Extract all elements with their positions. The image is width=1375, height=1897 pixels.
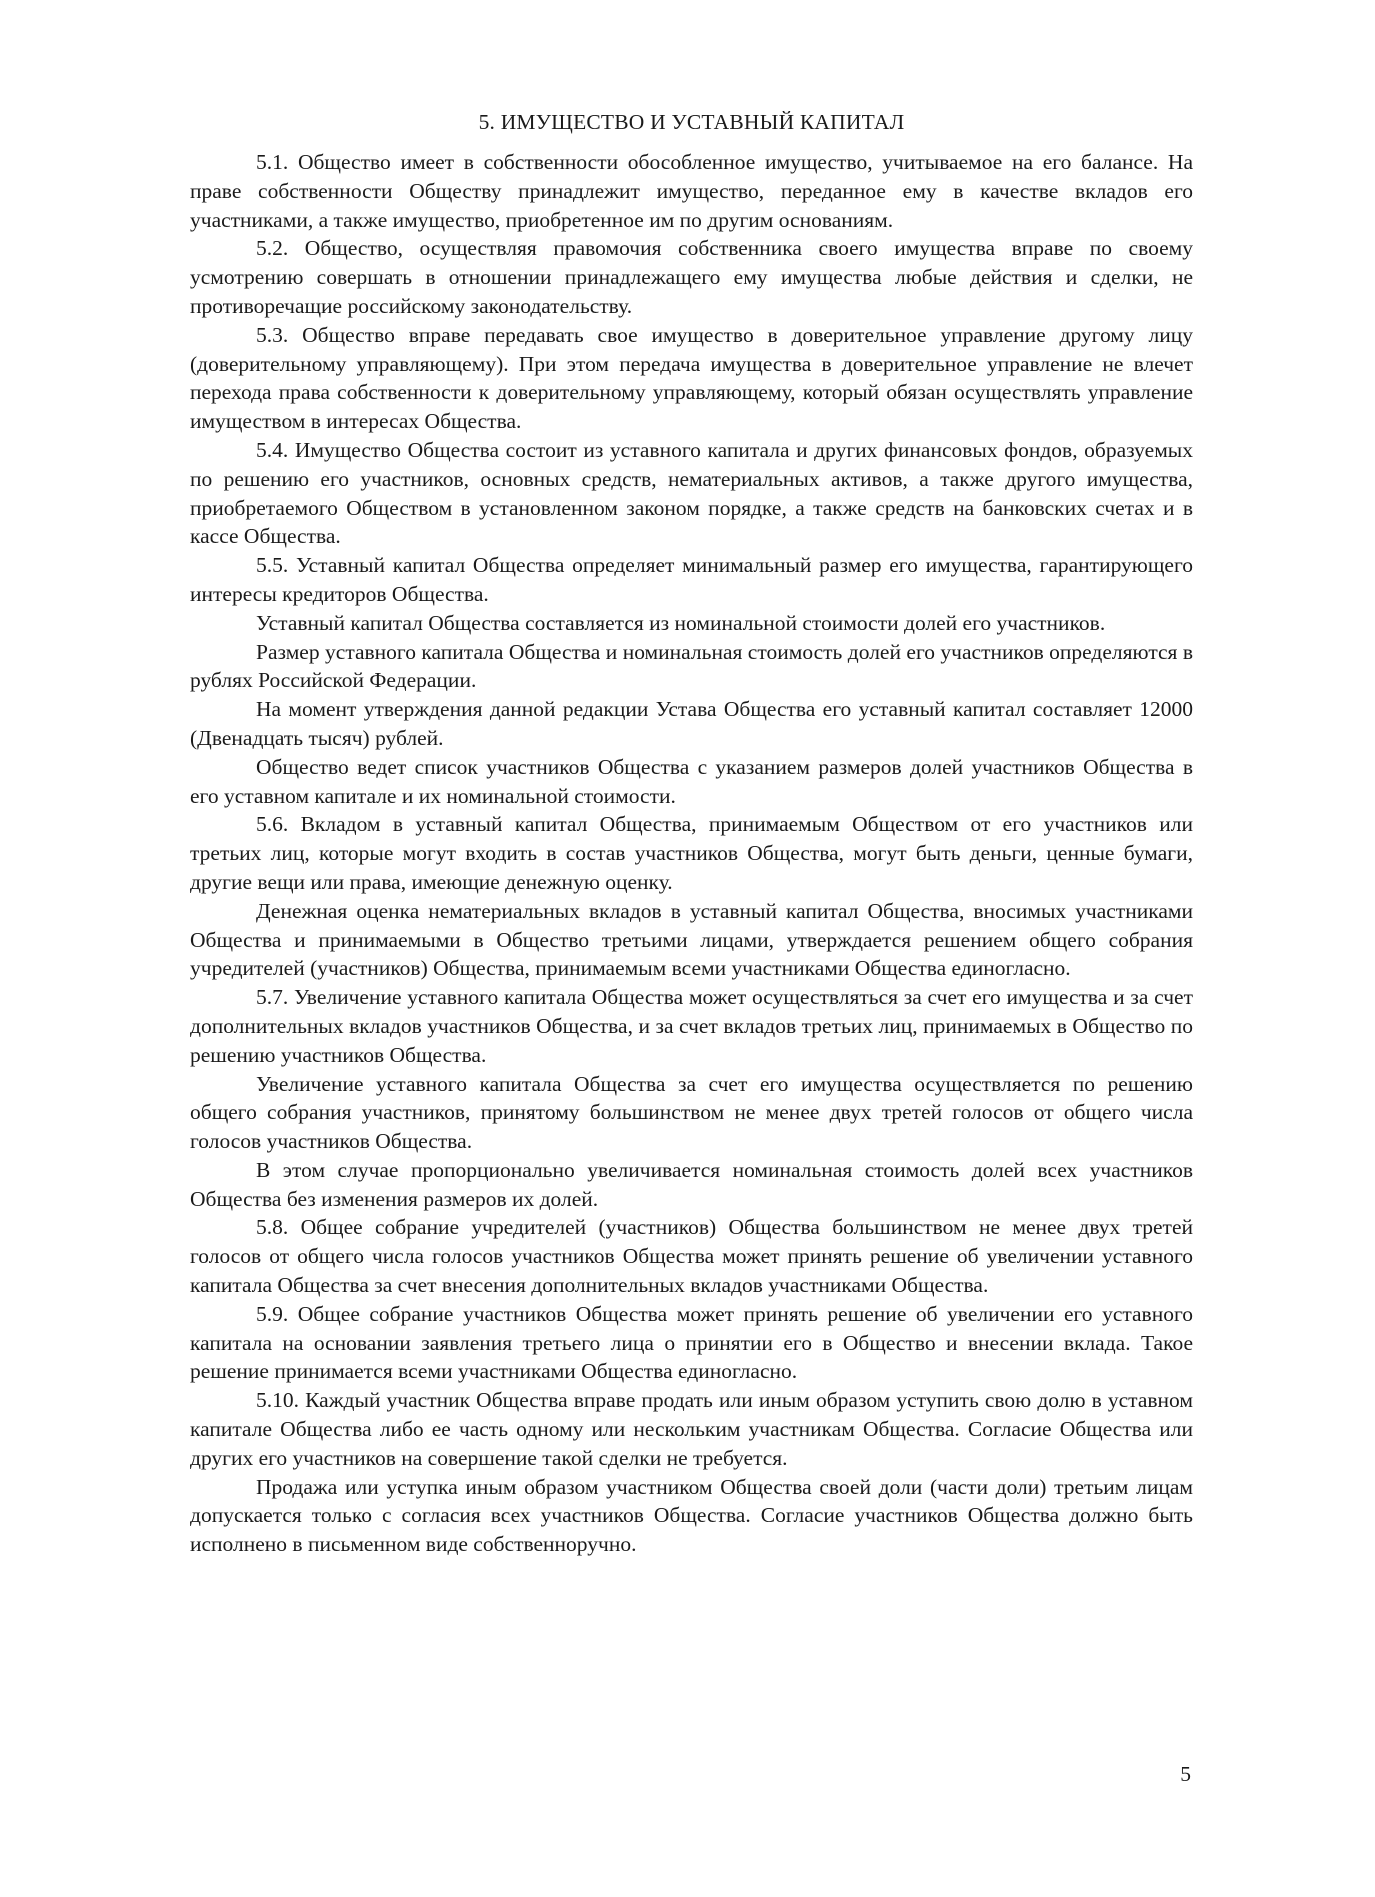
- paragraph-list: [190, 148, 1193, 1559]
- paragraph: Увеличение уставного капитала Общества за счет его имущества осуществляется по решению общего собрания участников, принятому большинством не менее двух третей голосов от общего числа голосов участников Общества.: [190, 1071, 1193, 1154]
- paragraph: 5.2. Общество, осуществляя правомочия собственника своего имущества вправе по своему усмотрению совершать в отношении принадлежащего ему имущества любые действия и сделки, не противоречащие российскому законодательству.: [190, 236, 1193, 318]
- paragraph: Общество ведет список участников Общества с указанием размеров долей участников Общества в его уставном капитале и их номинальной стоимости.: [190, 754, 1193, 808]
- paragraph: 5.5. Уставный капитал Общества определяет минимальный размер его имущества, гарантирующего интересы кредиторов Общества.: [190, 553, 1193, 606]
- paragraph: 5.9. Общее собрание участников Общества может принять решение об увеличении его уставного капитала на основании заявления третьего лица о принятии его в Общество и внесении вклада. Такое решение принимается всеми участниками Общества единогласно.: [190, 1301, 1193, 1384]
- page-number: 5: [1180, 1762, 1191, 1786]
- paragraph: 5.1. Общество имеет в собственности обособленное имущество, учитываемое на его балансе. На праве собственности Обществу принадлежит имущество, переданное ему в качестве вкладов его участниками, а также имущество, приобретенное им по другим основаниям.: [190, 150, 1193, 232]
- paragraph: Продажа или уступка иным образом участником Общества своей доли (части доли) третьим лицам допускается только с согласия всех участников Общества. Согласие участников Общества должно быть исполнено в письменном виде собственноручно.: [190, 1474, 1193, 1557]
- paragraph: 5.6. Вкладом в уставный капитал Общества, принимаемым Обществом от его участников или третьих лиц, которые могут входить в состав участников Общества, могут быть деньги, ценные бумаги, другие вещи или права, имеющие денежную оценку.: [190, 812, 1193, 894]
- document-page: [190, 108, 1193, 1559]
- paragraph: Уставный капитал Общества составляется из номинальной стоимости долей его участников.: [256, 610, 1106, 635]
- paragraph: 5.7. Увеличение уставного капитала Общества может осуществляться за счет его имущества и за счет дополнительных вкладов участников Общества, и за счет вкладов третьих лиц, принимаемых в Общество по решению участников Общества.: [190, 985, 1193, 1067]
- paragraph: 5.8. Общее собрание учредителей (участников) Общества большинством не менее двух третей голосов от общего числа голосов участников Общества может принять решение об увеличении уставного капитала Общества за счет внесения дополнительных вкладов участниками Общества.: [190, 1215, 1193, 1298]
- section-title: 5. ИМУЩЕСТВО И УСТАВНЫЙ КАПИТАЛ: [478, 110, 905, 134]
- paragraph: На момент утверждения данной редакции Устава Общества его уставный капитал составляет 12000 (Двенадцать тысяч) рублей.: [190, 697, 1193, 750]
- paragraph: 5.3. Общество вправе передавать свое имущество в доверительное управление другому лицу (доверительному управляющему). При этом передача имущества в доверительное управление не влечет перехода права собственности к доверительному управляющему, который обязан осуществлять управление имуществом в интересах Общества.: [190, 322, 1193, 434]
- paragraph: 5.10. Каждый участник Общества вправе продать или иным образом уступить свою долю в уставном капитале Общества либо ее часть одному или нескольким участникам Общества. Согласие Общества или других его участников на совершение такой сделки не требуется.: [190, 1388, 1193, 1470]
- paragraph: 5.4. Имущество Общества состоит из уставного капитала и других финансовых фондов, образуемых по решению его участников, основных средств, нематериальных активов, а также другого имущества, приобретаемого Обществом в установленном законом порядке, а также средств на банковских счетах и в кассе Общества.: [190, 437, 1193, 549]
- paragraph: Размер уставного капитала Общества и номинальная стоимость долей его участников определяются в рублях Российской Федерации.: [190, 639, 1193, 693]
- paragraph: Денежная оценка нематериальных вкладов в уставный капитал Общества, вносимых участниками Общества и принимаемыми в Общество третьими лицами, утверждается решением общего собрания учредителей (участников) Общества, принимаемым всеми участниками Общества единогласно.: [190, 898, 1193, 981]
- paragraph: В этом случае пропорционально увеличивается номинальная стоимость долей всех участников Общества без изменения размеров их долей.: [190, 1157, 1193, 1211]
